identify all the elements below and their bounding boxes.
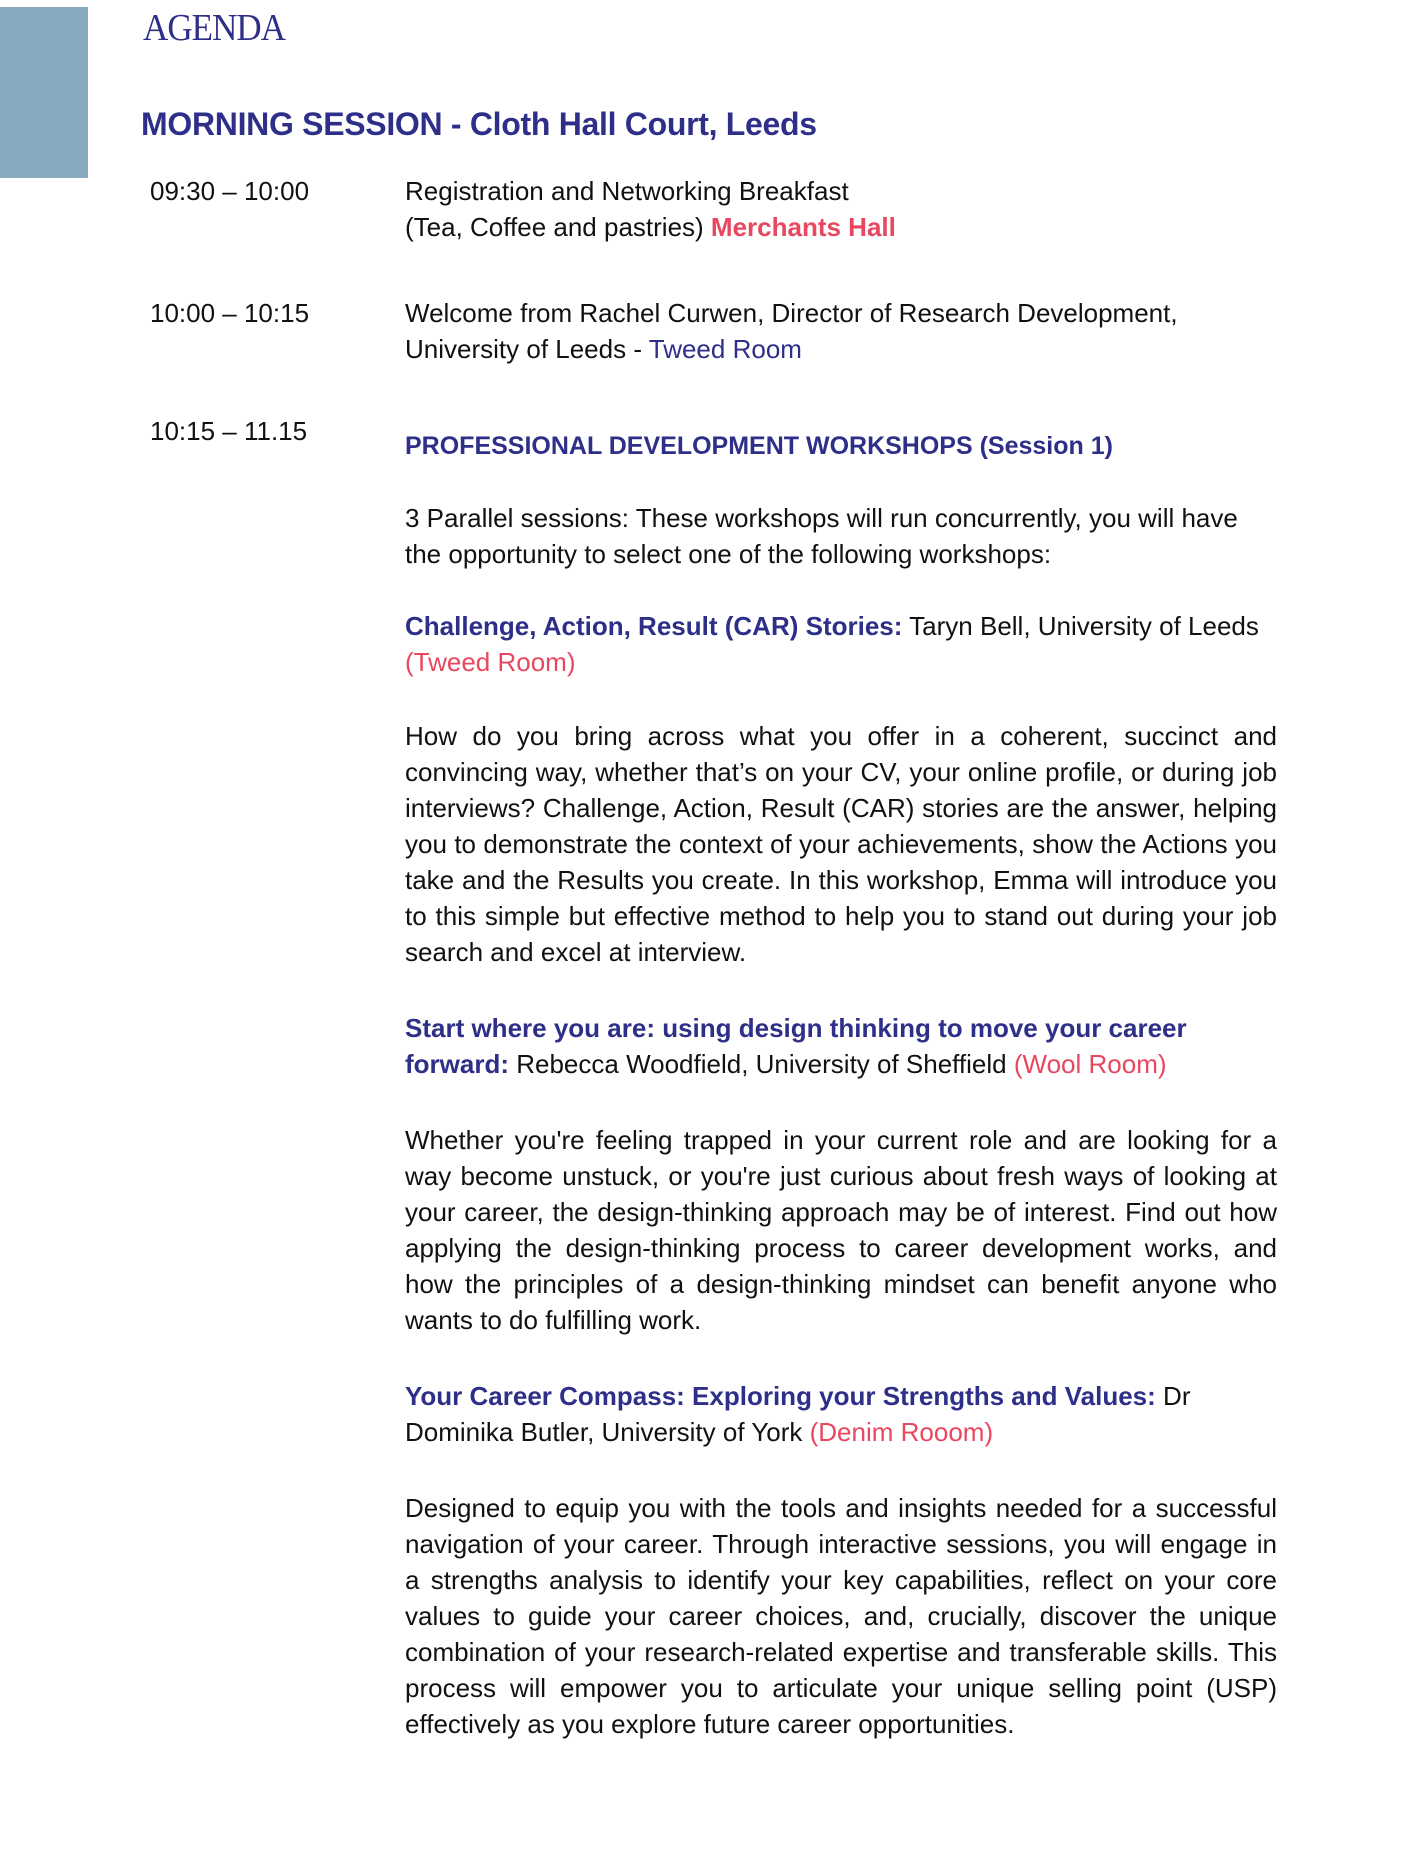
- agenda-item-registration: [405, 173, 1277, 245]
- workshop-speaker: Taryn Bell, University of Leeds: [902, 611, 1259, 641]
- workshops-intro: 3 Parallel sessions: These workshops will run concurrently, you will have the opportunity to select one of the following workshops:: [405, 503, 1238, 569]
- workshop-room: (Denim Rooom): [809, 1417, 994, 1447]
- workshop-title: Start where you are: using design thinking to move your career forward:: [405, 1013, 1187, 1079]
- location-label: Merchants Hall: [710, 212, 896, 242]
- workshop-title-line: [405, 1378, 1277, 1450]
- workshop-title: Challenge, Action, Result (CAR) Stories:: [405, 611, 903, 641]
- page-title: AGENDA: [143, 7, 286, 49]
- workshop-title-line: [405, 1010, 1277, 1082]
- session-heading: MORNING SESSION - Cloth Hall Court, Leeds: [141, 106, 817, 142]
- workshop-title-line: [405, 608, 1277, 680]
- workshop-room: (Wool Room): [1013, 1049, 1167, 1079]
- agenda-time: 10:15 – 11.15: [150, 416, 308, 446]
- workshop-description: How do you bring across what you offer in a coherent, succinct and convincing way, whether that’s on your CV, your online profile, or during job interviews? Challenge, Action, Result (CAR) stories are the answer, helping you to demonstrate the context of your achievements, show the Actions you take and the Results you create. In this workshop, Emma will introduce you to this simple but effective method to help you to stand out during your job search and excel at interview.: [405, 721, 1277, 967]
- decorative-sidebar-bar: [0, 7, 88, 178]
- item-text: Welcome from Rachel Curwen, Director of Research Development, University of Leeds -: [405, 298, 1178, 364]
- item-text: Registration and Networking Breakfast: [405, 176, 849, 206]
- location-label: Tweed Room: [648, 334, 802, 364]
- agenda-time: 09:30 – 10:00: [150, 176, 310, 206]
- workshop-room: (Tweed Room): [405, 647, 576, 677]
- agenda-item-welcome: [405, 295, 1277, 367]
- workshops-heading: PROFESSIONAL DEVELOPMENT WORKSHOPS (Session 1): [405, 432, 1113, 460]
- agenda-time: 10:00 – 10:15: [150, 298, 310, 328]
- workshop-speaker: Rebecca Woodfield, University of Sheffield: [509, 1049, 1014, 1079]
- workshop-speaker: Dr Dominika Butler, University of York: [405, 1381, 1191, 1447]
- workshop-title: Your Career Compass: Exploring your Strengths and Values:: [405, 1381, 1156, 1411]
- agenda-item-workshops: [405, 428, 1277, 1742]
- workshop-description: Whether you're feeling trapped in your current role and are looking for a way become unstuck, or you're just curious about fresh ways of looking at your career, the design-thinking approach may be of interest. Find out how applying the design-thinking process to career development works, and how the principles of a design-thinking mindset can benefit anyone who wants to do fulfilling work.: [405, 1125, 1277, 1335]
- item-text: (Tea, Coffee and pastries): [405, 212, 711, 242]
- workshop-description: Designed to equip you with the tools and insights needed for a successful navigation of your career. Through interactive sessions, you will engage in a strengths analysis to identify your key capabilities, reflect on your core values to guide your career choices, and, crucially, discover the unique combination of your research-related expertise and transferable skills. This process will empower you to articulate your unique selling point (USP) effectively as you explore future career opportunities.: [405, 1493, 1277, 1739]
